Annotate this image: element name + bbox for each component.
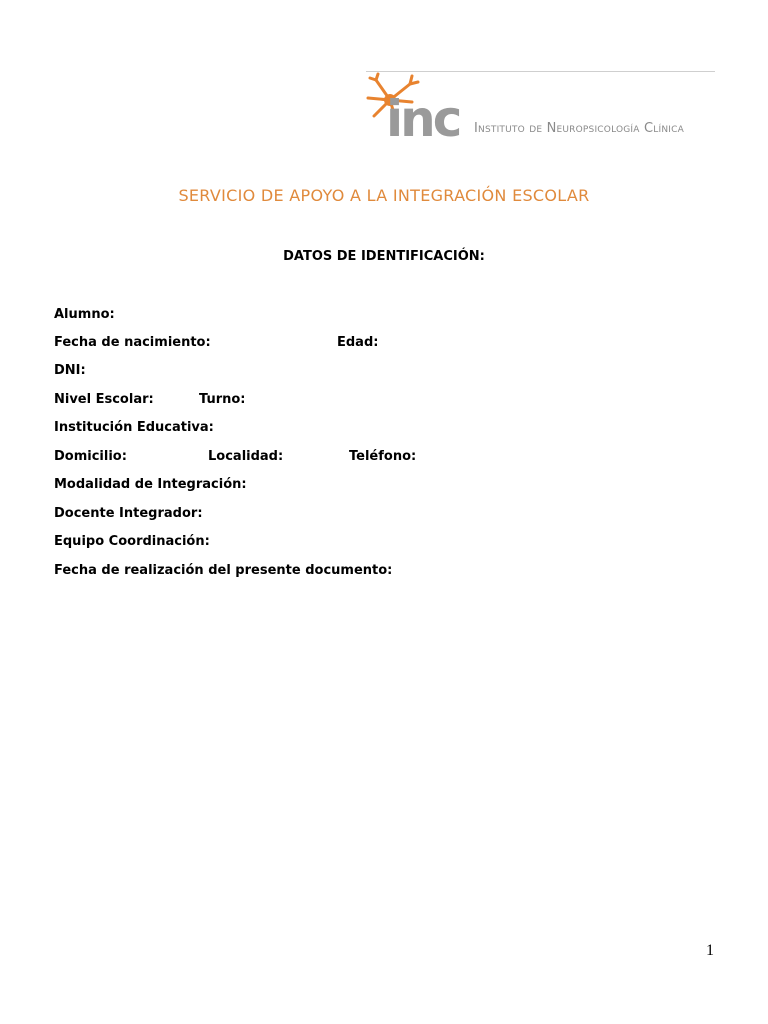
field-telefono: Teléfono:	[349, 449, 417, 464]
field-institucion: Institución Educativa:	[54, 420, 214, 435]
institute-name: Instituto de Neuropsicología Clínica	[474, 121, 684, 136]
service-title: SERVICIO DE APOYO A LA INTEGRACIÓN ESCOLAR	[178, 186, 590, 205]
page-number: 1	[706, 942, 714, 959]
section-title: DATOS DE IDENTIFICACIÓN:	[283, 249, 485, 264]
field-docente: Docente Integrador:	[54, 506, 203, 521]
field-localidad: Localidad:	[208, 449, 284, 464]
field-domicilio: Domicilio:	[54, 449, 127, 464]
institute-logo	[366, 72, 715, 150]
field-modalidad: Modalidad de Integración:	[54, 477, 247, 492]
logo-mark: inc	[386, 90, 460, 148]
field-turno: Turno:	[199, 392, 246, 407]
field-edad: Edad:	[337, 335, 379, 350]
field-fecha-realizacion: Fecha de realización del presente documento:	[54, 563, 393, 578]
field-dni: DNI:	[54, 363, 86, 378]
field-fecha-nacimiento: Fecha de nacimiento:	[54, 335, 211, 350]
field-nivel-escolar: Nivel Escolar:	[54, 392, 154, 407]
field-equipo: Equipo Coordinación:	[54, 534, 210, 549]
field-alumno: Alumno:	[54, 307, 115, 322]
